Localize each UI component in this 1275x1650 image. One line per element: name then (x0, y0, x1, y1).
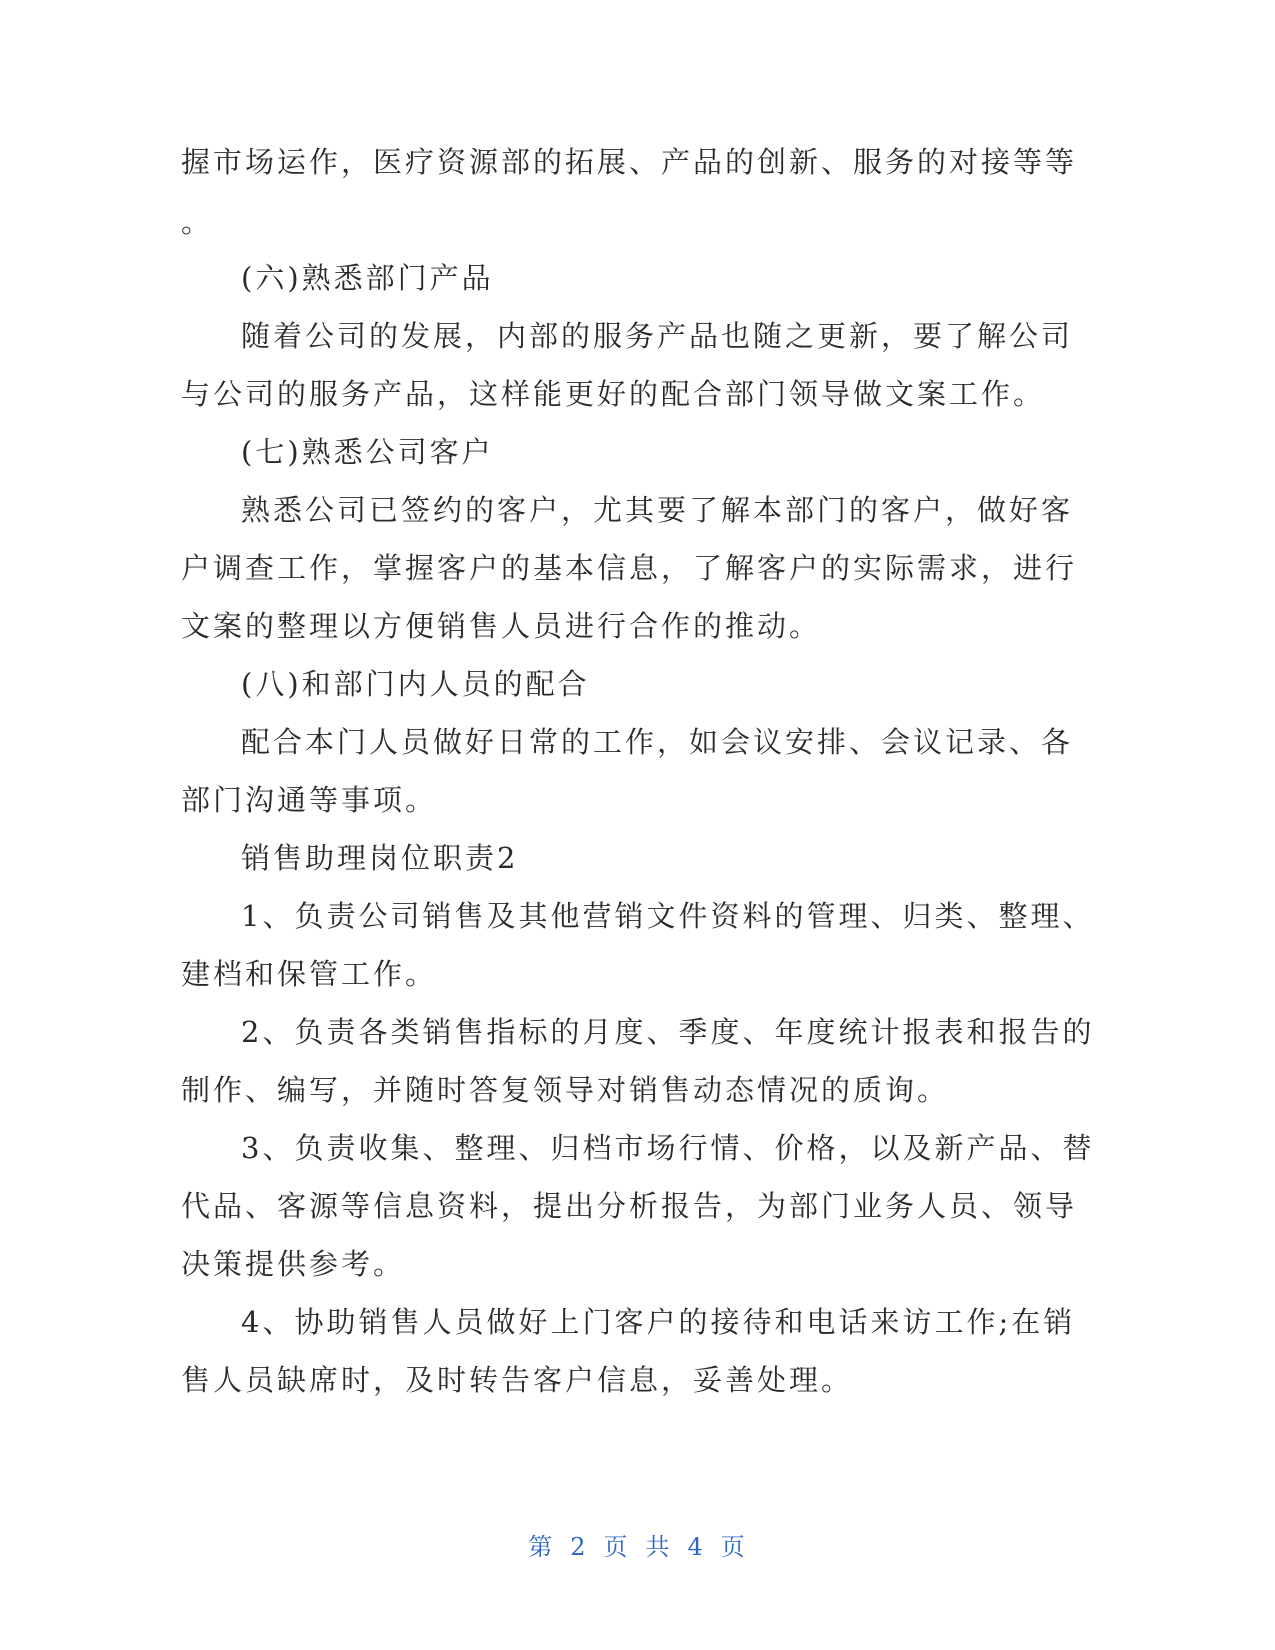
text-line: 。 (181, 205, 214, 239)
text-line: 随着公司的发展，内部的服务产品也随之更新，要了解公司 (241, 319, 1074, 353)
section-heading: (六)熟悉部门产品 (241, 261, 494, 295)
text-line: 制作、编写，并随时答复领导对销售动态情况的质询。 (181, 1073, 950, 1107)
list-item: 3、负责收集、整理、归档市场行情、价格，以及新产品、替 (241, 1131, 1095, 1165)
section-heading: (七)熟悉公司客户 (241, 435, 494, 469)
footer-total-label: 共 (645, 1533, 672, 1561)
text-line: 建档和保管工作。 (181, 957, 438, 991)
footer-page-unit: 页 (603, 1533, 630, 1561)
current-page-number: 2 (570, 1533, 588, 1561)
document-title: 销售助理岗位职责2 (241, 841, 519, 875)
total-page-count: 4 (687, 1533, 705, 1561)
list-item: 4、协助销售人员做好上门客户的接待和电话来访工作;在销 (241, 1305, 1076, 1339)
footer-prefix: 第 (528, 1533, 555, 1561)
text-line: 代品、客源等信息资料，提出分析报告，为部门业务人员、领导 (181, 1189, 1078, 1223)
text-line: 决策提供参考。 (181, 1247, 406, 1281)
text-line: 握市场运作，医疗资源部的拓展、产品的创新、服务的对接等等 (181, 145, 1078, 179)
list-item: 1、负责公司销售及其他营销文件资料的管理、归类、整理、 (241, 899, 1095, 933)
text-line: 与公司的服务产品，这样能更好的配合部门领导做文案工作。 (181, 377, 1046, 411)
section-heading: (八)和部门内人员的配合 (241, 667, 590, 701)
footer-suffix: 页 (720, 1533, 747, 1561)
text-line: 文案的整理以方便销售人员进行合作的推动。 (181, 609, 822, 643)
list-item: 2、负责各类销售指标的月度、季度、年度统计报表和报告的 (241, 1015, 1095, 1049)
text-line: 户调查工作，掌握客户的基本信息，了解客户的实际需求，进行 (181, 551, 1078, 585)
page-footer (0, 1530, 1275, 1564)
text-line: 部门沟通等事项。 (181, 783, 438, 817)
text-line: 熟悉公司已签约的客户，尤其要了解本部门的客户，做好客 (241, 493, 1074, 527)
text-line: 售人员缺席时，及时转告客户信息，妥善处理。 (181, 1363, 854, 1397)
text-line: 配合本门人员做好日常的工作，如会议安排、会议记录、各 (241, 725, 1074, 759)
